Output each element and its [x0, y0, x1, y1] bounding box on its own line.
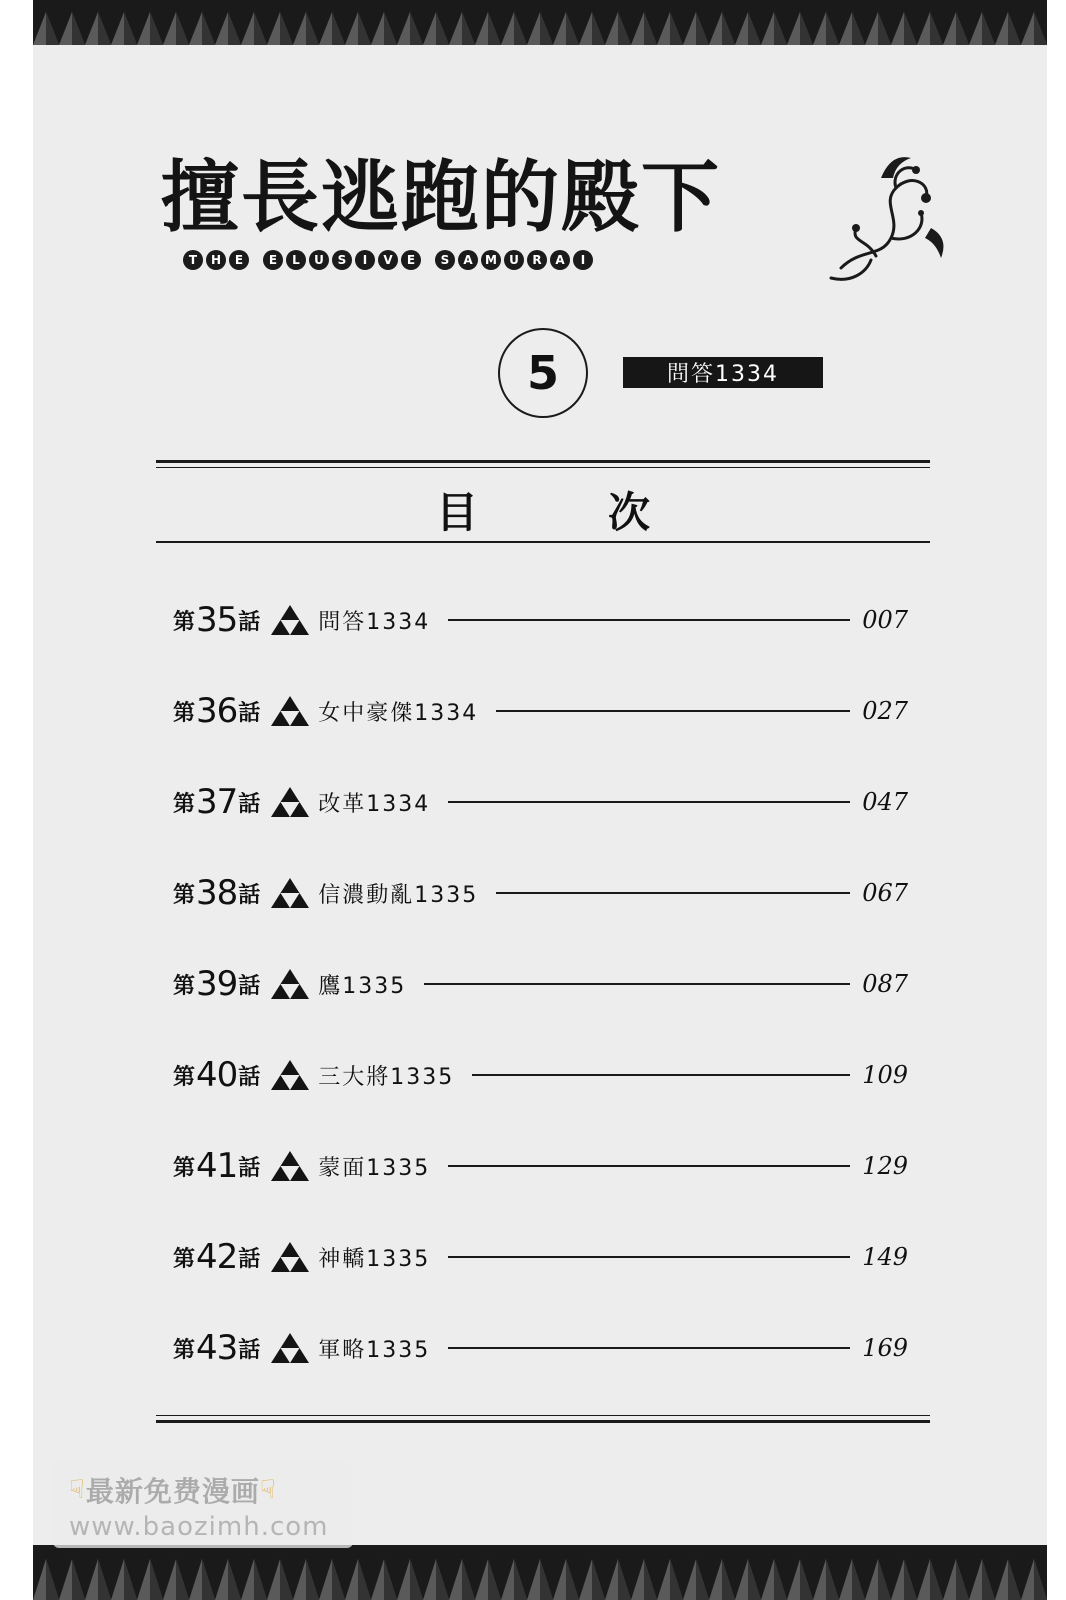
pointing-hand-icon: ☟	[259, 1475, 277, 1505]
chapter-prefix: 第	[173, 1245, 196, 1272]
leader-line	[448, 1256, 850, 1258]
chapter-number: 36	[196, 691, 238, 731]
subtitle-letter: T	[183, 250, 203, 270]
subtitle-space	[424, 250, 432, 270]
chapter-prefix: 第	[173, 1336, 196, 1363]
chapter-suffix: 話	[238, 1245, 261, 1272]
chapter-number: 41	[196, 1146, 238, 1186]
rule-bottom-thin	[156, 1415, 930, 1416]
chapter-number: 39	[196, 964, 238, 1004]
chapter-title: 改革1334	[318, 791, 431, 817]
bottom-pattern-band	[33, 1545, 1047, 1600]
page-number: 007	[862, 606, 908, 634]
page-number: 109	[862, 1061, 908, 1089]
chapter-prefix: 第	[173, 608, 196, 635]
japanese-title: 擅長逃跑的殿下	[161, 152, 722, 243]
toc-entry	[173, 1144, 908, 1188]
chapter-suffix: 話	[238, 972, 261, 999]
toc-heading-left: 目	[435, 488, 478, 537]
leader-line	[496, 892, 850, 894]
chapter-prefix: 第	[173, 972, 196, 999]
rule-bottom-thick	[156, 1420, 930, 1423]
page-number: 027	[862, 697, 908, 725]
chapter-suffix: 話	[238, 790, 261, 817]
toc-entry	[173, 780, 908, 824]
volume-number: 5	[498, 328, 588, 418]
chapter-suffix: 話	[238, 1063, 261, 1090]
toc-entry	[173, 962, 908, 1006]
subtitle-letter: E	[401, 250, 421, 270]
pointing-hand-icon: ☟	[69, 1475, 86, 1505]
subtitle-letter: M	[481, 250, 501, 270]
rule-top-thin	[156, 467, 930, 468]
triforce-icon	[270, 786, 310, 818]
rule-under-heading	[156, 541, 930, 543]
subtitle-letter: V	[378, 250, 398, 270]
chapter-prefix: 第	[173, 699, 196, 726]
subtitle-letter: E	[229, 250, 249, 270]
toc-heading	[156, 480, 930, 540]
leader-line	[424, 983, 850, 985]
chapter-title: 三大將1335	[318, 1064, 455, 1090]
chapter-suffix: 話	[238, 608, 261, 635]
chapter-number: 43	[196, 1328, 238, 1368]
chapter-suffix: 話	[238, 881, 261, 908]
page-number: 129	[862, 1152, 908, 1180]
site-watermark	[53, 1462, 353, 1548]
page-number: 067	[862, 879, 908, 907]
chapter-title: 蒙面1335	[318, 1155, 431, 1181]
subtitle-letter: I	[573, 250, 593, 270]
chapter-number: 38	[196, 873, 238, 913]
watermark-line1	[69, 1470, 277, 1510]
subtitle-letter: S	[332, 250, 352, 270]
chapter-suffix: 話	[238, 1336, 261, 1363]
chapter-suffix: 話	[238, 1154, 261, 1181]
chapter-title: 神轎1335	[318, 1246, 431, 1272]
triforce-icon	[270, 1241, 310, 1273]
chapter-title: 信濃動亂1335	[318, 882, 479, 908]
english-subtitle	[183, 250, 593, 270]
subtitle-letter: U	[504, 250, 524, 270]
triforce-icon	[270, 877, 310, 909]
toc-entry	[173, 871, 908, 915]
leader-line	[496, 710, 850, 712]
leader-line	[448, 801, 850, 803]
subtitle-space	[252, 250, 260, 270]
toc-entry	[173, 598, 908, 642]
toc-entry	[173, 1235, 908, 1279]
subtitle-letter: E	[263, 250, 283, 270]
chapter-number: 42	[196, 1237, 238, 1277]
chapter-prefix: 第	[173, 881, 196, 908]
watermark-text: 最新免费漫画	[85, 1475, 260, 1508]
toc-entry	[173, 1326, 908, 1370]
triforce-icon	[270, 695, 310, 727]
chapter-title: 軍略1335	[318, 1337, 431, 1363]
chapter-prefix: 第	[173, 1063, 196, 1090]
chapter-title: 問答1334	[318, 609, 431, 635]
subtitle-letter: R	[527, 250, 547, 270]
watermark-url: www.baozimh.com	[69, 1512, 329, 1542]
triforce-icon	[270, 1150, 310, 1182]
triforce-icon	[270, 1332, 310, 1364]
book-page	[33, 0, 1047, 1600]
series-title	[161, 148, 941, 288]
page-number: 169	[862, 1334, 908, 1362]
triforce-icon	[270, 968, 310, 1000]
page-number: 149	[862, 1243, 908, 1271]
subtitle-letter: A	[458, 250, 478, 270]
page-number: 047	[862, 788, 908, 816]
triangle-pattern-top	[33, 0, 1047, 45]
chapter-suffix: 話	[238, 699, 261, 726]
chapter-prefix: 第	[173, 1154, 196, 1181]
chapter-prefix: 第	[173, 790, 196, 817]
rule-top-thick	[156, 460, 930, 463]
chapter-number: 37	[196, 782, 238, 822]
subtitle-letter: U	[309, 250, 329, 270]
subtitle-letter: H	[206, 250, 226, 270]
chapter-title: 鷹1335	[318, 973, 407, 999]
triangle-pattern-bottom	[33, 1545, 1047, 1600]
top-pattern-band	[33, 0, 1047, 45]
triforce-icon	[270, 604, 310, 636]
chapter-title: 女中豪傑1334	[318, 700, 479, 726]
toc-entry	[173, 1053, 908, 1097]
leader-line	[448, 1165, 850, 1167]
leader-line	[448, 619, 850, 621]
chapter-number: 40	[196, 1055, 238, 1095]
toc-heading-right: 次	[608, 488, 651, 537]
subtitle-letter: S	[435, 250, 455, 270]
page-number: 087	[862, 970, 908, 998]
triforce-icon	[270, 1059, 310, 1091]
ornament-icon	[821, 148, 951, 288]
subtitle-letter: A	[550, 250, 570, 270]
toc-entry	[173, 689, 908, 733]
subtitle-letter: L	[286, 250, 306, 270]
leader-line	[472, 1074, 850, 1076]
leader-line	[448, 1347, 850, 1349]
volume-title: 問答1334	[623, 357, 823, 388]
subtitle-letter: I	[355, 250, 375, 270]
chapter-number: 35	[196, 600, 238, 640]
